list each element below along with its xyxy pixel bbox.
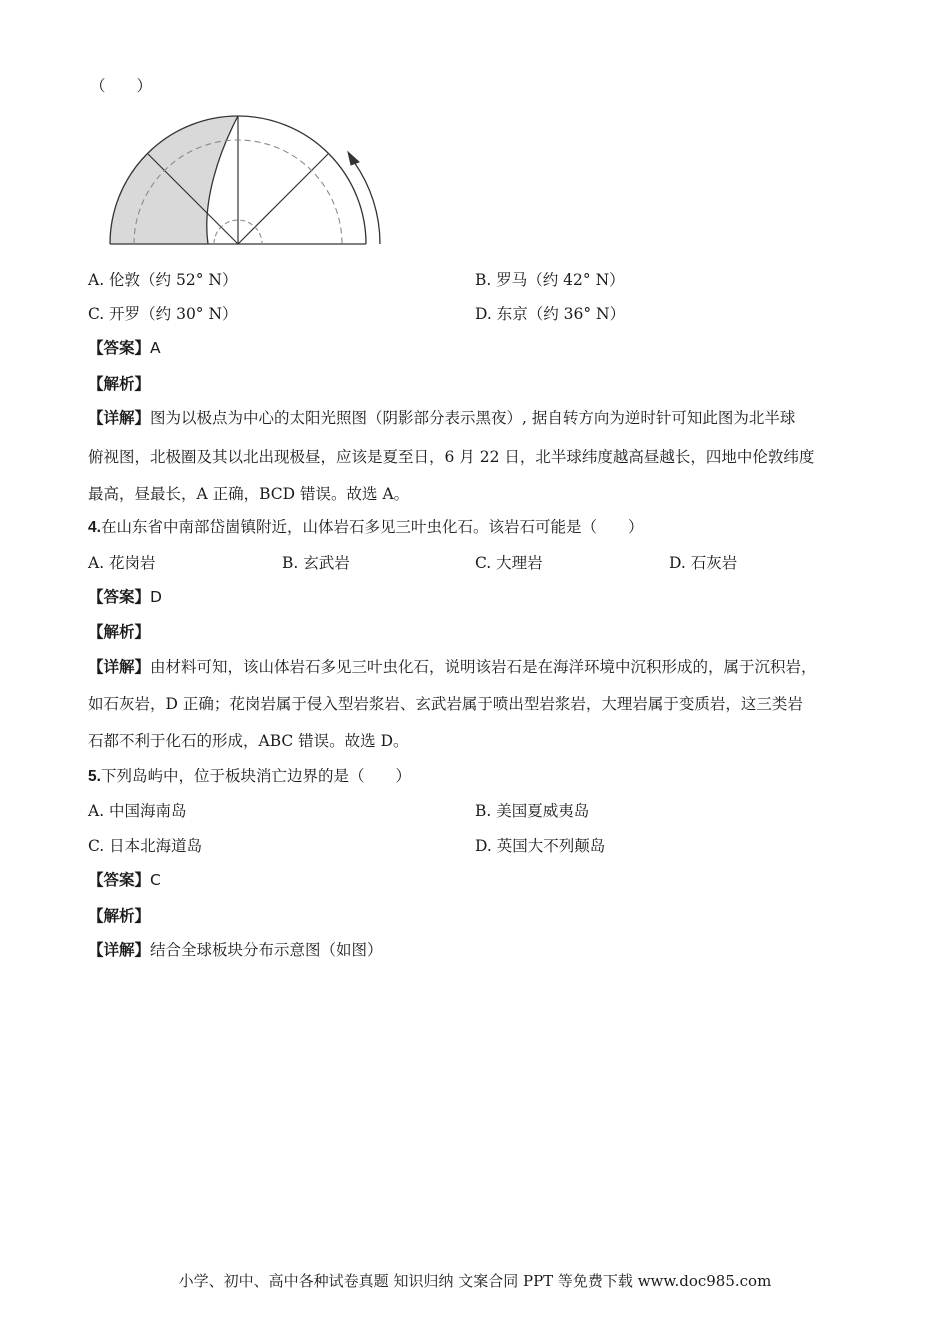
detail-text: 由材料可知，该山体岩石多见三叶虫化石，说明该岩石是在海洋环境中沉积形成的，属于沉积岩， — [150, 658, 817, 676]
q4-analysis-label: 【解析】 — [88, 622, 151, 641]
meridian-right — [238, 154, 328, 244]
detail-text: 结合全球板块分布示意图（如图） — [150, 941, 383, 959]
answer-value: A — [150, 339, 161, 357]
q5-analysis-label: 【解析】 — [88, 906, 151, 925]
q5-stem — [88, 766, 411, 787]
answer-label: 【答案】 — [88, 338, 151, 357]
detail-label: 【详解】 — [88, 657, 151, 676]
q5-option-d: D. 英国大不列颠岛 — [475, 837, 606, 855]
answer-label: 【答案】 — [88, 870, 151, 889]
q4-stem — [88, 517, 643, 538]
answer-paren: （ ） — [90, 77, 153, 95]
detail-label: 【详解】 — [88, 408, 151, 427]
rotation-arrow — [354, 162, 380, 244]
question-text: 在山东省中南部岱崮镇附近，山体岩石多见三叶虫化石。该岩石可能是（ ） — [100, 518, 644, 536]
q3-detail-line-1 — [88, 408, 795, 428]
answer-value: C — [150, 871, 161, 889]
question-number: 4. — [88, 519, 101, 536]
q3-analysis-label: 【解析】 — [88, 374, 151, 393]
q5-answer — [88, 870, 161, 890]
detail-label: 【详解】 — [88, 940, 151, 959]
question-text: 下列岛屿中，位于板块消亡边界的是（ ） — [100, 767, 411, 785]
q3-option-c: C. 开罗（约 30° N） — [88, 305, 238, 323]
page-footer: 小学、初中、高中各种试卷真题 知识归纳 文案合同 PPT 等免费下载 www.doc985.com — [178, 1272, 772, 1290]
question-number: 5. — [88, 768, 101, 785]
q3-detail-line-2: 俯视图，北极圈及其以北出现极昼，应该是夏至日，6 月 22 日，北半球纬度越高昼越长，四地中伦敦纬度 — [88, 448, 815, 466]
q4-detail-line-1 — [88, 657, 817, 677]
sunlight-polar-view-diagram — [104, 112, 394, 252]
q3-answer — [88, 338, 161, 358]
detail-text: 图为以极点为中心的太阳光照图（阴影部分表示黑夜）, 据自转方向为逆时针可知此图为北半球 — [150, 409, 796, 427]
q3-option-a: A. 伦敦（约 52° N） — [88, 271, 238, 289]
arrow-head-icon — [348, 152, 359, 165]
q4-option-c: C. 大理岩 — [475, 554, 543, 572]
q5-option-c: C. 日本北海道岛 — [88, 837, 203, 855]
q3-option-d: D. 东京（约 36° N） — [475, 305, 626, 323]
q3-detail-line-3: 最高，昼最长，A 正确，BCD 错误。故选 A。 — [88, 485, 410, 503]
q5-detail-line-1 — [88, 940, 383, 960]
q4-answer — [88, 587, 162, 607]
q3-option-b: B. 罗马（约 42° N） — [475, 271, 625, 289]
q4-option-a: A. 花岗岩 — [88, 554, 156, 572]
q4-option-d: D. 石灰岩 — [669, 554, 738, 572]
q4-option-b: B. 玄武岩 — [282, 554, 350, 572]
q5-option-a: A. 中国海南岛 — [88, 802, 187, 820]
q4-detail-line-2: 如石灰岩，D 正确；花岗岩属于侵入型岩浆岩、玄武岩属于喷出型岩浆岩，大理岩属于变质岩，这三类岩 — [88, 695, 803, 713]
q5-option-b: B. 美国夏威夷岛 — [475, 802, 590, 820]
answer-value: D — [150, 588, 162, 606]
q4-detail-line-3: 石都不利于化石的形成，ABC 错误。故选 D。 — [88, 732, 409, 750]
answer-label: 【答案】 — [88, 587, 151, 606]
